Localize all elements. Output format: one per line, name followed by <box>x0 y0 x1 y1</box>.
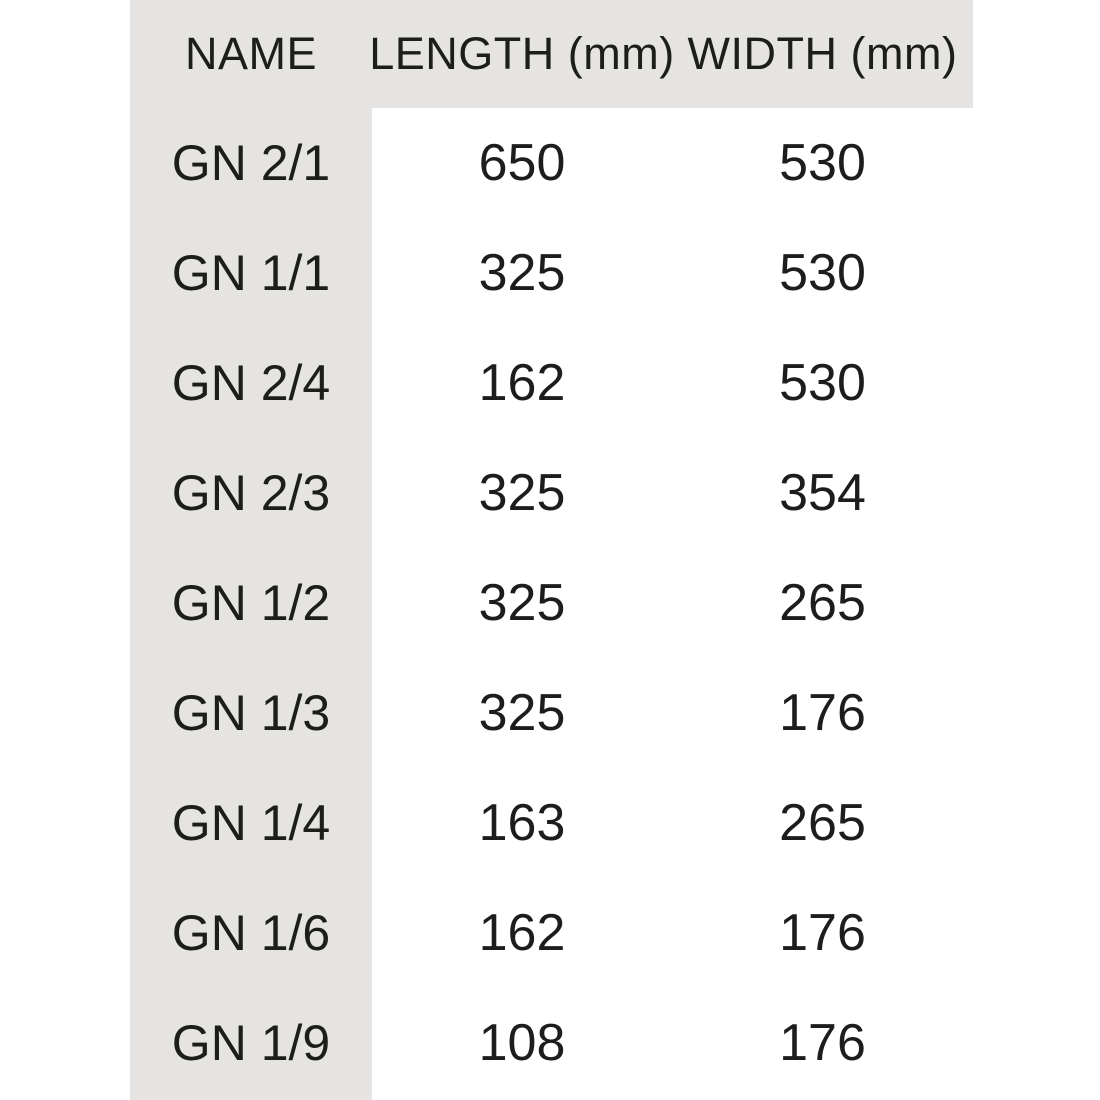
cell-length: 325 <box>478 684 566 742</box>
cell-width: 530 <box>779 244 866 302</box>
cell-width: 530 <box>779 354 866 412</box>
cell-width: 265 <box>779 794 866 852</box>
cell-length: 325 <box>478 574 566 632</box>
cell-width: 265 <box>779 574 866 632</box>
cell-width: 176 <box>779 1014 866 1072</box>
cell-name: GN 1/6 <box>171 905 331 961</box>
cell-width: 530 <box>779 134 866 192</box>
cell-length: 162 <box>478 354 566 412</box>
cell-length: 325 <box>478 244 566 302</box>
cell-length: 163 <box>478 794 566 852</box>
size-table <box>130 0 973 1100</box>
column-header-length: LENGTH (mm) <box>369 28 675 79</box>
cell-name: GN 2/4 <box>171 355 331 411</box>
column-header-width: WIDTH (mm) <box>687 28 958 79</box>
cell-width: 354 <box>779 464 866 522</box>
cell-name: GN 2/1 <box>171 135 331 191</box>
cell-length: 162 <box>478 904 566 962</box>
cell-length: 108 <box>478 1014 566 1072</box>
cell-name: GN 1/1 <box>171 245 331 301</box>
cell-name: GN 1/2 <box>171 575 331 631</box>
cell-name: GN 1/3 <box>171 685 331 741</box>
cell-name: GN 1/9 <box>171 1015 331 1071</box>
cell-name: GN 2/3 <box>171 465 331 521</box>
cell-width: 176 <box>779 684 866 742</box>
cell-length: 325 <box>478 464 566 522</box>
cell-length: 650 <box>478 134 566 192</box>
cell-width: 176 <box>779 904 866 962</box>
column-header-name: NAME <box>184 28 317 79</box>
cell-name: GN 1/4 <box>171 795 331 851</box>
